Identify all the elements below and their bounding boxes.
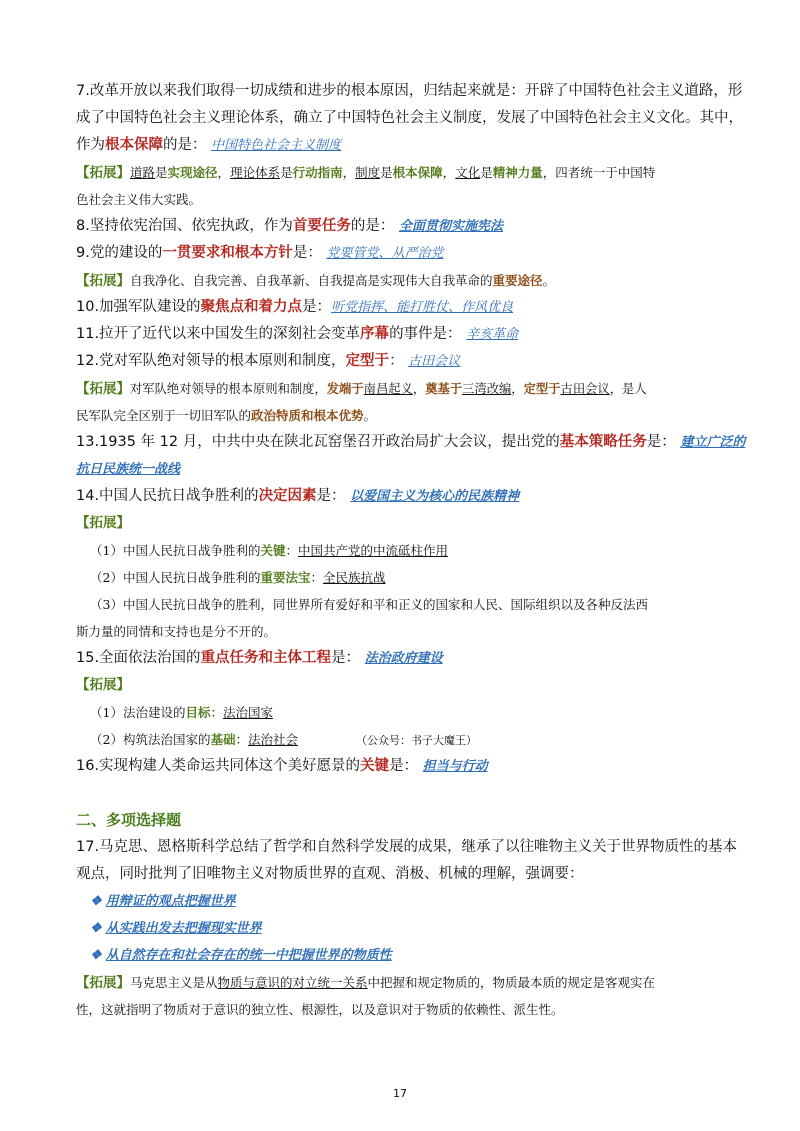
ext12-line2 — [76, 402, 724, 429]
q14-pre: 14.中国人民抗日战争胜利的 — [76, 488, 259, 504]
q9-answer: 党要管党、从严治党 — [326, 246, 444, 261]
q17-option-1 — [76, 888, 724, 915]
q13-line1 — [76, 429, 746, 456]
ext14-i1-mid: ： — [285, 543, 298, 558]
q14-line — [76, 483, 724, 510]
q9-line — [76, 240, 724, 267]
ext15-item2 — [76, 726, 724, 753]
ext14-item1 — [76, 537, 724, 564]
q7-line3 — [76, 132, 724, 159]
ext14-i1-answer: 中国共产党的中流砥柱作用 — [298, 543, 449, 558]
ext7-b2: 是 — [280, 165, 293, 180]
ext14-i1-key: 关键 — [260, 543, 286, 558]
q16-line — [76, 753, 724, 780]
ext7-d3: 精神力量 — [492, 165, 543, 180]
ext12-k2: 奠基于 — [425, 381, 463, 396]
ext12-tag: 【拓展】 — [76, 381, 130, 397]
q17-option-3-text: 从自然存在和社会存在的统一中把握世界的物质性 — [105, 948, 392, 963]
q13-key: 基本策略任务 — [559, 434, 647, 450]
q7-key: 根本保障 — [105, 137, 163, 153]
ext15-i1-mid: ： — [210, 705, 223, 720]
ext15-tag: 【拓展】 — [76, 677, 130, 693]
ext7-line1 — [76, 159, 724, 186]
ext15-i2-answer: 法治社会 — [248, 732, 299, 747]
q17-option-2 — [76, 915, 724, 942]
ext15-i1-pre: （1）法治建设的 — [90, 705, 186, 720]
q9-key: 一贯要求和根本方针 — [162, 245, 293, 261]
q15-answer: 法治政府建设 — [364, 651, 443, 666]
ext7-c1: 制度 — [355, 165, 381, 180]
q9-post: 是： — [292, 245, 322, 261]
ext15-i1-key: 目标 — [185, 705, 211, 720]
q15-line — [76, 645, 724, 672]
ext17-post: 中把握和规定物质的，物质最本质的规定是客观实在 — [367, 975, 656, 990]
q12-answer: 古田会议 — [408, 354, 461, 369]
ext12-t2: ， — [412, 382, 426, 396]
q7-line1: 7.改革开放以来我们取得一切成绩和进步的根本原因，归结起来就是：开辟了中国特色社会主义道路，形 — [76, 83, 743, 99]
ext14-tag-line — [76, 510, 724, 537]
q17-line2: 观点，同时批判了旧唯物主义对物质世界的直观、消极、机械的理解，强调要： — [76, 866, 584, 882]
ext15-item1 — [76, 699, 724, 726]
ext7-a4: ， — [217, 165, 231, 180]
q10-pre: 10.加强军队建设的 — [76, 299, 201, 315]
q11-key: 序幕 — [360, 326, 390, 342]
q8-answer: 全面贯彻实施宪法 — [398, 219, 503, 234]
ext17-tag: 【拓展】 — [76, 975, 130, 991]
ext12-t3: ， — [511, 382, 524, 396]
q15-pre: 15.全面依法治国的 — [76, 650, 201, 666]
ext12-t1: 对军队绝对领导的根本原则和制度， — [130, 382, 327, 396]
diamond-bullet-icon: ❖ — [90, 894, 102, 909]
q14-key: 决定因素 — [258, 488, 317, 504]
ext7-b1: 理论体系 — [230, 165, 281, 180]
ext17-underlined: 物质与意识的对立统一关系 — [217, 975, 368, 990]
q10-key: 聚焦点和着力点 — [200, 299, 303, 315]
q17-option-2-text: 从实践出发去把握现实世界 — [105, 921, 262, 936]
q12-key: 定型于 — [345, 353, 390, 369]
q13-answer-part1: 建立广泛的 — [680, 435, 746, 450]
ext7-c2: 是 — [380, 165, 393, 180]
page-number: 17 — [393, 1087, 407, 1100]
ext12-u3: 古田会议 — [560, 382, 610, 396]
q12-line — [76, 348, 724, 375]
ext14-i2-key: 重要法宝 — [260, 570, 311, 585]
q11-line — [76, 321, 724, 348]
ext15-i2-mid: ： — [235, 732, 248, 747]
q8-key: 首要任务 — [292, 218, 351, 234]
q9-pre: 9.党的建设的 — [76, 245, 163, 261]
q7-answer: 中国特色社会主义制度 — [211, 138, 342, 153]
ext14-item2 — [76, 564, 724, 591]
q16-answer: 担当与行动 — [422, 759, 488, 774]
ext15-i1-answer: 法治国家 — [223, 705, 274, 720]
q7-line2: 成了中国特色社会主义理论体系，确立了中国特色社会主义制度，发展了中国特色社会主义文化。其中， — [76, 110, 743, 126]
q10-post: 是： — [302, 299, 332, 315]
ext9-end: 。 — [542, 273, 556, 288]
q8-pre: 8.坚持依宪治国、依宪执政，作为 — [76, 218, 293, 234]
q11-answer: 辛亥革命 — [466, 327, 519, 342]
ext12-u1: 南昌起义 — [363, 382, 413, 396]
ext9-tag: 【拓展】 — [76, 273, 130, 289]
ext15-i2-pre: （2）构筑法治国家的 — [90, 732, 211, 747]
q7-post: 的是： — [163, 137, 207, 153]
ext14-i1-pre: （1）中国人民抗日战争胜利的 — [90, 543, 261, 558]
ext7-b3: 行动指南 — [292, 165, 343, 180]
ext7-a2: 是 — [155, 165, 168, 180]
ext14-i2-answer: 全民族抗战 — [323, 570, 386, 585]
ext14-item3-line2: 斯力量的同情和支持也是分不开的。 — [76, 624, 277, 639]
q16-post: 是： — [389, 758, 419, 774]
ext12-t4: ，是人 — [609, 382, 647, 396]
ext7-d4: ，四者统一于中国特 — [542, 165, 656, 180]
q17-option-3 — [76, 942, 724, 969]
section2-title: 二、多项选择题 — [76, 811, 182, 829]
q12-post: ： — [389, 353, 404, 369]
ext14-i2-pre: （2）中国人民抗日战争胜利的 — [90, 570, 261, 585]
q14-answer: 以爱国主义为核心的民族精神 — [350, 489, 520, 504]
q13-line2 — [76, 456, 724, 483]
q17-line1: 17.马克思、恩格斯科学总结了哲学和自然科学发展的成果，继承了以往唯物主义关于世界物质性的基本 — [76, 839, 738, 855]
ext7-tag: 【拓展】 — [76, 165, 130, 181]
ext14-item3-line1: （3）中国人民抗日战争的胜利，同世界所有爱好和平和正义的国家和人民、国际组织以及各种反法西 — [90, 597, 648, 612]
ext12-u2: 三湾改编 — [462, 382, 512, 396]
ext12-line2-pre: 民军队完全区别于一切旧军队的 — [76, 408, 252, 423]
ext15-i2-key: 基础 — [210, 732, 236, 747]
ext9-key: 重要途径 — [492, 273, 543, 288]
ext12-line2-key: 政治特质和根本优势 — [251, 408, 364, 423]
q7-pre: 作为 — [76, 137, 105, 153]
q12-pre: 12.党对军队绝对领导的根本原则和制度， — [76, 353, 346, 369]
ext7-d1: 文化 — [455, 165, 481, 180]
ext7-a1: 道路 — [130, 165, 156, 180]
q15-post: 是： — [331, 650, 361, 666]
ext12-k1: 发端于 — [326, 381, 364, 396]
ext14-tag: 【拓展】 — [76, 515, 130, 531]
diamond-bullet-icon: ❖ — [90, 948, 102, 963]
ext7-a3: 实现途径 — [167, 165, 218, 180]
ext7-line2: 色社会主义伟大实践。 — [76, 192, 202, 207]
ext7-b4: ， — [342, 165, 356, 180]
q15-key: 重点任务和主体工程 — [200, 650, 332, 666]
ext7-c3: 根本保障 — [392, 165, 443, 180]
q10-answer: 听党指挥、能打胜仗、作风优良 — [331, 300, 514, 315]
q16-key: 关键 — [360, 758, 390, 774]
ext12-line2-end: 。 — [363, 408, 377, 423]
q13-answer-part2: 抗日民族统一战线 — [76, 462, 181, 477]
ext12-k3: 定型于 — [523, 381, 561, 396]
q10-line — [76, 294, 724, 321]
q13-pre: 13.1935 年 12 月，中共中央在陕北瓦窑堡召开政治局扩大会议，提出党的 — [76, 434, 560, 450]
ext14-i2-mid: ： — [310, 570, 323, 585]
ext7-c4: ， — [442, 165, 456, 180]
ext7-d2: 是 — [480, 165, 493, 180]
ext17-line2: 性，这就指明了物质对于意识的独立性、根源性，以及意识对于物质的依赖性、派生性。 — [76, 1002, 564, 1017]
q16-pre: 16.实现构建人类命运共同体这个美好愿景的 — [76, 758, 361, 774]
q11-post: 的事件是： — [389, 326, 462, 342]
section-title-multiple-choice — [76, 807, 724, 834]
document-page — [76, 78, 746, 1023]
ext15-tag-line — [76, 672, 724, 699]
q8-post: 的是： — [350, 218, 395, 234]
ext17-pre: 马克思主义是从 — [130, 975, 218, 990]
ext9-line — [76, 267, 724, 294]
ext9-text: 自我净化、自我完善、自我革新、自我提高是实现伟大自我革命的 — [130, 273, 493, 288]
diamond-bullet-icon: ❖ — [90, 921, 102, 936]
ext12-line1 — [76, 375, 724, 402]
spacer — [76, 780, 724, 807]
q14-post: 是： — [316, 488, 346, 504]
q11-pre: 11.拉开了近代以来中国发生的深刻社会变革 — [76, 326, 361, 342]
q17-option-1-text: 用辩证的观点把握世界 — [105, 894, 236, 909]
ext17-line1 — [76, 969, 724, 996]
public-account-note: （公众号：书子大魔王） — [356, 734, 477, 747]
q8-line — [76, 213, 724, 240]
q13-post: 是： — [646, 434, 676, 450]
